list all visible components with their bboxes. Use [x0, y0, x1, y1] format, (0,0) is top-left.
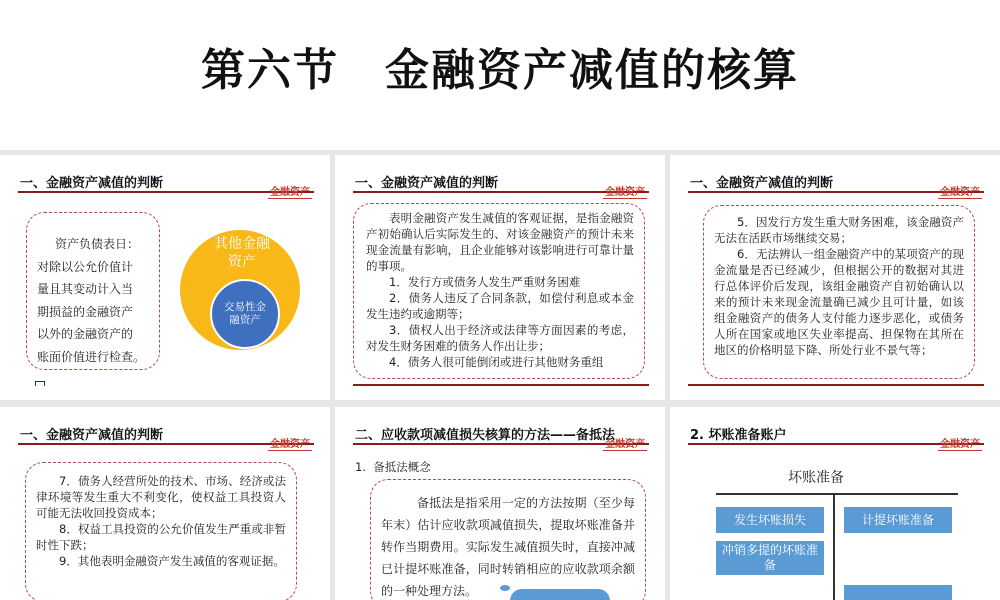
text-frame — [25, 462, 297, 600]
panel-judgment-3[interactable] — [670, 155, 1000, 400]
paragraph: 8．权益工具投资的公允价值发生严重或非暂时性下跌； — [36, 522, 286, 552]
badge-financial-assets: 金融资产 — [603, 435, 647, 451]
t-account-divider — [833, 493, 835, 600]
paragraph: 9．其他表明金融资产发生减值的客观证据。 — [59, 554, 285, 568]
panel-heading: 一、金融资产减值的判断 — [20, 428, 164, 443]
bracket-icon — [35, 381, 45, 386]
text-line: 量且其变动计入当 — [37, 282, 134, 296]
text-line: 对除以公允价值计 — [37, 259, 134, 274]
bottom-rule — [353, 384, 649, 386]
paragraph: 2．债务人违反了合同条款，如偿付利息或本金发生违约或逾期等； — [366, 291, 634, 321]
paragraph: 1．发行方或债务人发生严重财务困难 — [389, 275, 581, 289]
badge-financial-assets: 金融资产 — [938, 183, 982, 199]
panel-heading: 一、金融资产减值的判断 — [690, 176, 834, 191]
badge-financial-assets: 金融资产 — [268, 435, 312, 451]
right-entry-partial — [844, 585, 952, 600]
paragraph: 6．无法辨认一组金融资产中的某项资产的现金流量是否已经减少，但根据公开的数据对其进行总体评价后发现，该组金融资产自初始确认以来的预计未来现金流量确已减少且可计量，如该组金融资产的债务人支付能力逐步恶化，或债务人所在国家或地区失业率提高、担保物在其所在地区的价格明显下降、所处行业不景气等； — [714, 247, 964, 357]
text-frame — [703, 205, 975, 379]
panel-heading: 一、金融资产减值的判断 — [355, 176, 499, 191]
text-line: 以外的金融资产的 — [37, 327, 134, 341]
panel-judgment-2[interactable] — [335, 155, 665, 400]
panel-bad-debt-account[interactable] — [670, 407, 1000, 600]
evidence-text — [366, 210, 634, 370]
text-frame — [353, 203, 645, 379]
badge-financial-assets: 金融资产 — [603, 183, 647, 199]
paragraph: 表明金融资产发生减值的客观证据，是指金融资产初始确认后实际发生的、对该金融资产的预计未来现金流量有影响，且企业能够对该影响进行可靠计量的事项。 — [366, 211, 634, 273]
text-frame — [370, 479, 646, 600]
panel-judgment-4[interactable] — [0, 407, 330, 600]
paragraph: 5．因发行方发生重大财务困难，该金融资产无法在活跃市场继续交易； — [714, 215, 964, 245]
bottom-rule — [688, 384, 984, 386]
inspection-text — [37, 233, 153, 368]
trading-financial-assets-label: 交易性金融资产 — [224, 301, 266, 326]
right-entry-provision: 计提坏账准备 — [844, 507, 952, 533]
subheading: 1. 备抵法概念 — [355, 460, 431, 474]
cloud-dot-icon — [500, 585, 510, 591]
panel-heading: 一、金融资产减值的判断 — [20, 176, 164, 191]
badge-financial-assets: 金融资产 — [268, 183, 312, 199]
t-account-top-line — [716, 493, 958, 495]
panel-heading: 2. 坏账准备账户 — [690, 428, 787, 443]
paragraph: 备抵法是指采用一定的方法按期（至少每年末）估计应收款项减值损失，提取坏账准备并转作当期费用。实际发生减值损失时，直接冲减已计提坏账准备，同时转销相应的应收款项余额的一种处理方法。 — [381, 496, 635, 598]
panel-judgment-1[interactable] — [0, 155, 330, 400]
panel-allowance-method[interactable] — [335, 407, 665, 600]
left-entry-reverse-excess: 冲销多提的坏账准备 — [716, 541, 824, 575]
panel-heading: 二、应收款项减值损失核算的方法——备抵法 — [355, 428, 616, 443]
text-line: 资产负债表日： — [55, 237, 140, 251]
paragraph: 7．债务人经营所处的技术、市场、经济或法律环境等发生重大不利变化，使权益工具投资人可能无法收回投资成本； — [36, 474, 286, 520]
allowance-definition — [381, 492, 635, 600]
badge-financial-assets: 金融资产 — [938, 435, 982, 451]
page-title: 第六节 金融资产减值的核算 — [201, 45, 799, 96]
text-line: 账面价值进行检查。 — [37, 349, 146, 364]
paragraph: 4．债务人很可能倒闭或进行其他财务重组 — [389, 355, 604, 369]
evidence-text — [714, 214, 964, 358]
text-line: 期损益的金融资产 — [37, 304, 134, 319]
trading-financial-assets-circle — [210, 279, 280, 349]
account-title: 坏账准备 — [788, 470, 844, 486]
cloud-callout — [510, 589, 610, 600]
left-entry-bad-debt-loss: 发生坏账损失 — [716, 507, 824, 533]
evidence-text — [36, 473, 286, 569]
paragraph: 3．债权人出于经济或法律等方面因素的考虑，对发生财务困难的债务人作出让步； — [366, 323, 634, 353]
other-financial-assets-label: 其他金融资产 — [214, 236, 270, 270]
text-frame — [26, 212, 160, 370]
